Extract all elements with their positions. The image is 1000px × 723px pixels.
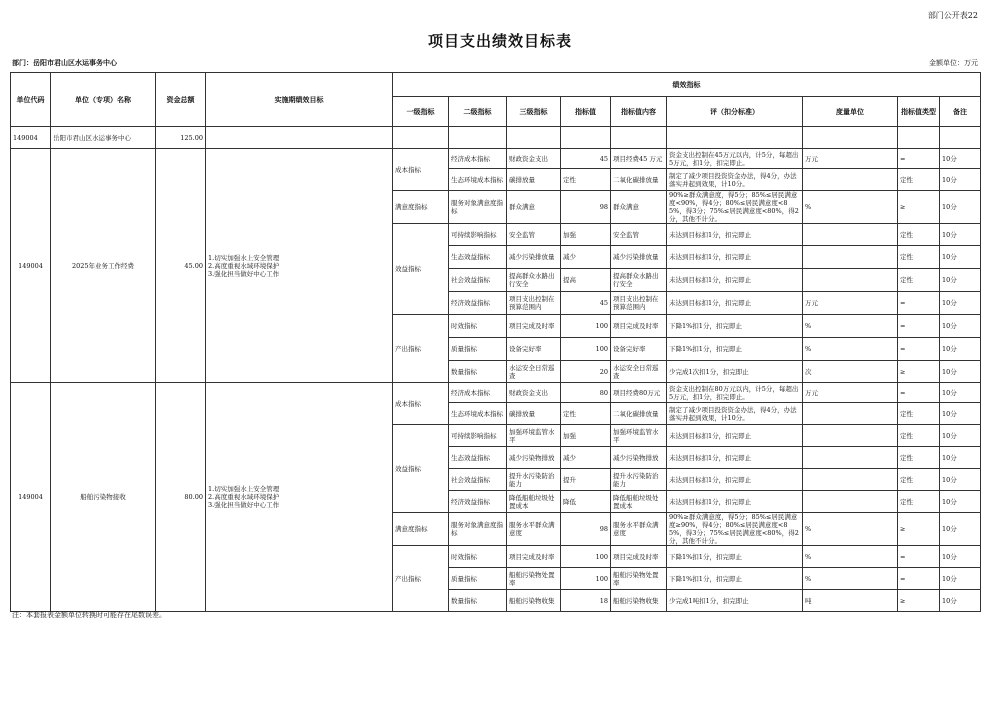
remark: 10分 bbox=[940, 315, 981, 338]
remark: 10分 bbox=[940, 361, 981, 383]
level3-indicator: 碳排放量 bbox=[507, 403, 561, 425]
measure-unit bbox=[803, 403, 898, 425]
header-unit-code: 单位代码 bbox=[11, 73, 51, 127]
project-goal: 1.切实加强水上安全管理 2.高度重视水域环境保护 3.强化担当做好中心工作 bbox=[206, 149, 393, 383]
level3-indicator: 项目支出控制在预算范围内 bbox=[507, 292, 561, 315]
level1-indicator: 产出指标 bbox=[393, 546, 449, 612]
remark: 10分 bbox=[940, 246, 981, 269]
summary-code: 149004 bbox=[11, 127, 51, 149]
measure-unit: 万元 bbox=[803, 292, 898, 315]
table-body bbox=[11, 127, 981, 612]
level1-indicator: 效益指标 bbox=[393, 224, 449, 315]
level3-indicator: 水运安全日常巡查 bbox=[507, 361, 561, 383]
indicator-value: 定性 bbox=[561, 169, 611, 191]
measure-unit: % bbox=[803, 513, 898, 546]
value-type: 定性 bbox=[898, 169, 940, 191]
department-label: 部门：岳阳市君山区水运事务中心 bbox=[12, 58, 117, 67]
summary-row bbox=[11, 127, 981, 149]
level3-indicator: 减少污染物排放 bbox=[507, 447, 561, 469]
scoring-standard: 90%≥群众满意度，得5分；85%≤居民满意度≥90%，得4分；80%≤居民满意度<85%，得3分；75%≤居民满意度<80%，得2分，其他不计分。 bbox=[667, 513, 803, 546]
level1-indicator: 成本指标 bbox=[393, 149, 449, 191]
level3-indicator: 船舶污染物处置率 bbox=[507, 568, 561, 590]
level2-indicator: 经济成本指标 bbox=[449, 383, 507, 403]
indicator-value: 80 bbox=[561, 383, 611, 403]
indicator-value-content: 船舶污染物处置率 bbox=[611, 568, 667, 590]
level3-indicator: 财政资金支出 bbox=[507, 383, 561, 403]
level2-indicator: 经济效益指标 bbox=[449, 491, 507, 513]
scoring-standard: 少完成1次扣1分，扣完即止 bbox=[667, 361, 803, 383]
remark: 10分 bbox=[940, 491, 981, 513]
project-code: 149004 bbox=[11, 149, 51, 383]
project-code: 149004 bbox=[11, 383, 51, 612]
indicator-value: 加强 bbox=[561, 425, 611, 447]
level2-indicator: 生态环境成本指标 bbox=[449, 169, 507, 191]
header-unit-name: 单位（专项）名称 bbox=[51, 73, 156, 127]
scoring-standard: 未达到目标扣1分，扣完即止 bbox=[667, 425, 803, 447]
level3-indicator: 减少污染排放量 bbox=[507, 246, 561, 269]
indicator-value-content: 减少污染物排放 bbox=[611, 447, 667, 469]
measure-unit bbox=[803, 224, 898, 246]
indicator-value-content: 项目完成及时率 bbox=[611, 546, 667, 568]
summary-goal-empty bbox=[206, 127, 393, 149]
project-amount: 80.00 bbox=[156, 383, 206, 612]
header-remark: 备注 bbox=[940, 97, 981, 127]
level3-indicator: 项目完成及时率 bbox=[507, 546, 561, 568]
value-type: 定性 bbox=[898, 491, 940, 513]
indicator-value: 45 bbox=[561, 149, 611, 169]
level3-indicator: 提高群众水路出行安全 bbox=[507, 269, 561, 292]
value-type: = bbox=[898, 149, 940, 169]
project-amount: 45.00 bbox=[156, 149, 206, 383]
footnote: 注：本套报表金额单位转换时可能存在尾数误差。 bbox=[12, 611, 166, 619]
indicator-value-content: 项目经费45 万元 bbox=[611, 149, 667, 169]
measure-unit: % bbox=[803, 546, 898, 568]
indicator-value-content: 项目完成及时率 bbox=[611, 315, 667, 338]
level2-indicator: 数量指标 bbox=[449, 361, 507, 383]
header-value: 指标值 bbox=[561, 97, 611, 127]
value-type: ≥ bbox=[898, 361, 940, 383]
measure-unit bbox=[803, 425, 898, 447]
value-type: 定性 bbox=[898, 246, 940, 269]
scoring-standard: 未达到目标扣1分，扣完即止 bbox=[667, 491, 803, 513]
project-name: 2025年业务工作经费 bbox=[51, 149, 156, 383]
level1-indicator: 效益指标 bbox=[393, 425, 449, 513]
scoring-standard: 下降1%扣1分，扣完即止 bbox=[667, 568, 803, 590]
value-type: = bbox=[898, 546, 940, 568]
scoring-standard: 未达到目标扣1分，扣完即止 bbox=[667, 269, 803, 292]
value-type: 定性 bbox=[898, 403, 940, 425]
value-type: 定性 bbox=[898, 447, 940, 469]
level3-indicator: 安全监管 bbox=[507, 224, 561, 246]
level2-indicator: 可持续影响指标 bbox=[449, 425, 507, 447]
indicator-value-content: 提高群众水路出行安全 bbox=[611, 269, 667, 292]
scoring-standard: 资金支出控制在45万元以内，计5分，每超出5万元，扣1分，扣完即止。 bbox=[667, 149, 803, 169]
value-type: = bbox=[898, 315, 940, 338]
level2-indicator: 时效指标 bbox=[449, 315, 507, 338]
indicator-value-content: 二氧化碳排放量 bbox=[611, 169, 667, 191]
measure-unit: 次 bbox=[803, 361, 898, 383]
remark: 10分 bbox=[940, 169, 981, 191]
table-header bbox=[11, 73, 981, 127]
indicator-value: 98 bbox=[561, 513, 611, 546]
indicator-value: 减少 bbox=[561, 246, 611, 269]
indicator-value-content: 设备完好率 bbox=[611, 338, 667, 361]
indicator-value-content: 降低船舶垃圾处置成本 bbox=[611, 491, 667, 513]
value-type: 定性 bbox=[898, 224, 940, 246]
indicator-value: 98 bbox=[561, 191, 611, 224]
measure-unit bbox=[803, 269, 898, 292]
remark: 10分 bbox=[940, 191, 981, 224]
measure-unit: 吨 bbox=[803, 590, 898, 612]
indicator-value-content: 水运安全日常巡查 bbox=[611, 361, 667, 383]
indicator-value-content: 船舶污染物收集 bbox=[611, 590, 667, 612]
value-type: = bbox=[898, 383, 940, 403]
scoring-standard: 下降1%扣1分，扣完即止 bbox=[667, 315, 803, 338]
header-value-type: 指标值类型 bbox=[898, 97, 940, 127]
measure-unit: % bbox=[803, 191, 898, 224]
measure-unit bbox=[803, 246, 898, 269]
scoring-standard: 未达到目标扣1分，扣完即止 bbox=[667, 224, 803, 246]
level3-indicator: 船舶污染物收集 bbox=[507, 590, 561, 612]
project-name: 船舶污染物接收 bbox=[51, 383, 156, 612]
table-row bbox=[11, 383, 981, 403]
indicator-value: 定性 bbox=[561, 403, 611, 425]
header-level3: 三级指标 bbox=[507, 97, 561, 127]
remark: 10分 bbox=[940, 568, 981, 590]
level2-indicator: 可持续影响指标 bbox=[449, 224, 507, 246]
indicator-value-content: 群众满意 bbox=[611, 191, 667, 224]
level3-indicator: 财政资金支出 bbox=[507, 149, 561, 169]
level2-indicator: 生态效益指标 bbox=[449, 246, 507, 269]
header-scoring: 评（扣分标准） bbox=[667, 97, 803, 127]
level1-indicator: 满意度指标 bbox=[393, 191, 449, 224]
level2-indicator: 服务对象满意度指标 bbox=[449, 191, 507, 224]
indicator-value: 18 bbox=[561, 590, 611, 612]
measure-unit: % bbox=[803, 338, 898, 361]
level3-indicator: 设备完好率 bbox=[507, 338, 561, 361]
scoring-standard: 未达到目标扣1分，扣完即止 bbox=[667, 447, 803, 469]
value-type: = bbox=[898, 568, 940, 590]
table-row bbox=[11, 149, 981, 169]
measure-unit: % bbox=[803, 315, 898, 338]
header-level1: 一级指标 bbox=[393, 97, 449, 127]
remark: 10分 bbox=[940, 383, 981, 403]
scoring-standard: 制定了减少项目投资资金办法，得4分，办法落实并起到效果，计10分。 bbox=[667, 403, 803, 425]
indicator-value: 加强 bbox=[561, 224, 611, 246]
scoring-standard: 制定了减少项目投资资金办法，得4分，办法落实并起到效果，计10分。 bbox=[667, 169, 803, 191]
header-indicators: 绩效指标 bbox=[393, 73, 981, 97]
level2-indicator: 生态效益指标 bbox=[449, 447, 507, 469]
measure-unit: % bbox=[803, 568, 898, 590]
performance-table bbox=[10, 72, 981, 612]
remark: 10分 bbox=[940, 149, 981, 169]
indicator-value-content: 项目支出控制在预算范围内 bbox=[611, 292, 667, 315]
summary-name: 岳阳市君山区水运事务中心 bbox=[51, 127, 156, 149]
header-value-content: 指标值内容 bbox=[611, 97, 667, 127]
remark: 10分 bbox=[940, 338, 981, 361]
scoring-standard: 下降1%扣1分，扣完即止 bbox=[667, 546, 803, 568]
level2-indicator: 社会效益指标 bbox=[449, 469, 507, 491]
level3-indicator: 提升水污染防治能力 bbox=[507, 469, 561, 491]
remark: 10分 bbox=[940, 224, 981, 246]
indicator-value: 100 bbox=[561, 315, 611, 338]
currency-unit-label: 金额单位：万元 bbox=[929, 59, 978, 67]
scoring-standard: 未达到目标扣1分，扣完即止 bbox=[667, 469, 803, 491]
indicator-value: 提高 bbox=[561, 269, 611, 292]
value-type: 定性 bbox=[898, 425, 940, 447]
indicator-value: 45 bbox=[561, 292, 611, 315]
value-type: ≥ bbox=[898, 590, 940, 612]
value-type: ≥ bbox=[898, 513, 940, 546]
remark: 10分 bbox=[940, 590, 981, 612]
page-number-label: 部门公开表22 bbox=[927, 11, 978, 20]
indicator-value-content: 加强环境监管水平 bbox=[611, 425, 667, 447]
value-type: 定性 bbox=[898, 469, 940, 491]
measure-unit bbox=[803, 469, 898, 491]
indicator-value: 20 bbox=[561, 361, 611, 383]
indicator-value-content: 安全监管 bbox=[611, 224, 667, 246]
measure-unit bbox=[803, 169, 898, 191]
indicator-value: 100 bbox=[561, 338, 611, 361]
level2-indicator: 时效指标 bbox=[449, 546, 507, 568]
measure-unit: 万元 bbox=[803, 149, 898, 169]
remark: 10分 bbox=[940, 546, 981, 568]
indicator-value: 减少 bbox=[561, 447, 611, 469]
project-goal: 1.切实加强水上安全管理 2.高度重视水域环境保护 3.强化担当做好中心工作 bbox=[206, 383, 393, 612]
scoring-standard: 未达到目标扣1分，扣完即止 bbox=[667, 292, 803, 315]
scoring-standard: 资金支出控制在80万元以内，计5分，每超出5万元，扣1分，扣完即止。 bbox=[667, 383, 803, 403]
level3-indicator: 加强环境监管水平 bbox=[507, 425, 561, 447]
value-type: 定性 bbox=[898, 269, 940, 292]
level2-indicator: 质量指标 bbox=[449, 568, 507, 590]
indicator-value-content: 项目经费80万元 bbox=[611, 383, 667, 403]
level1-indicator: 满意度指标 bbox=[393, 513, 449, 546]
indicator-value-content: 二氧化碳排放量 bbox=[611, 403, 667, 425]
level2-indicator: 社会效益指标 bbox=[449, 269, 507, 292]
remark: 10分 bbox=[940, 403, 981, 425]
level3-indicator: 碳排放量 bbox=[507, 169, 561, 191]
value-type: = bbox=[898, 338, 940, 361]
header-measure-unit: 度量单位 bbox=[803, 97, 898, 127]
remark: 10分 bbox=[940, 469, 981, 491]
summary-amount: 125.00 bbox=[156, 127, 206, 149]
scoring-standard: 下降1%扣1分，扣完即止 bbox=[667, 338, 803, 361]
indicator-value-content: 提升水污染防治能力 bbox=[611, 469, 667, 491]
level1-indicator: 成本指标 bbox=[393, 383, 449, 425]
indicator-value: 降低 bbox=[561, 491, 611, 513]
level3-indicator: 服务水平群众满意度 bbox=[507, 513, 561, 546]
level3-indicator: 项目完成及时率 bbox=[507, 315, 561, 338]
indicator-value-content: 减少污染排放量 bbox=[611, 246, 667, 269]
indicator-value-content: 服务水平群众满意度 bbox=[611, 513, 667, 546]
indicator-value: 提升 bbox=[561, 469, 611, 491]
remark: 10分 bbox=[940, 513, 981, 546]
measure-unit bbox=[803, 447, 898, 469]
indicator-value: 100 bbox=[561, 568, 611, 590]
measure-unit bbox=[803, 491, 898, 513]
remark: 10分 bbox=[940, 425, 981, 447]
level3-indicator: 降低船舶垃圾处置成本 bbox=[507, 491, 561, 513]
remark: 10分 bbox=[940, 447, 981, 469]
level2-indicator: 数量指标 bbox=[449, 590, 507, 612]
level2-indicator: 经济效益指标 bbox=[449, 292, 507, 315]
level2-indicator: 生态环境成本指标 bbox=[449, 403, 507, 425]
scoring-standard: 未达到目标扣1分，扣完即止 bbox=[667, 246, 803, 269]
level3-indicator: 群众满意 bbox=[507, 191, 561, 224]
page-title: 项目支出绩效目标表 bbox=[427, 32, 572, 50]
header-goal: 实施期绩效目标 bbox=[206, 73, 393, 127]
indicator-value: 100 bbox=[561, 546, 611, 568]
scoring-standard: 90%≥群众满意度，得5分；85%≤居民满意度<90%，得4分；80%≤居民满意度<85%，得3分；75%≤居民满意度<80%，得2分，其他不计分。 bbox=[667, 191, 803, 224]
level2-indicator: 质量指标 bbox=[449, 338, 507, 361]
value-type: = bbox=[898, 292, 940, 315]
remark: 10分 bbox=[940, 269, 981, 292]
header-total-funds: 资金总额 bbox=[156, 73, 206, 127]
level1-indicator: 产出指标 bbox=[393, 315, 449, 383]
level2-indicator: 经济成本指标 bbox=[449, 149, 507, 169]
scoring-standard: 少完成1吨扣1分，扣完即止 bbox=[667, 590, 803, 612]
header-level2: 二级指标 bbox=[449, 97, 507, 127]
measure-unit: 万元 bbox=[803, 383, 898, 403]
value-type: ≥ bbox=[898, 191, 940, 224]
remark: 10分 bbox=[940, 292, 981, 315]
level2-indicator: 服务对象满意度指标 bbox=[449, 513, 507, 546]
